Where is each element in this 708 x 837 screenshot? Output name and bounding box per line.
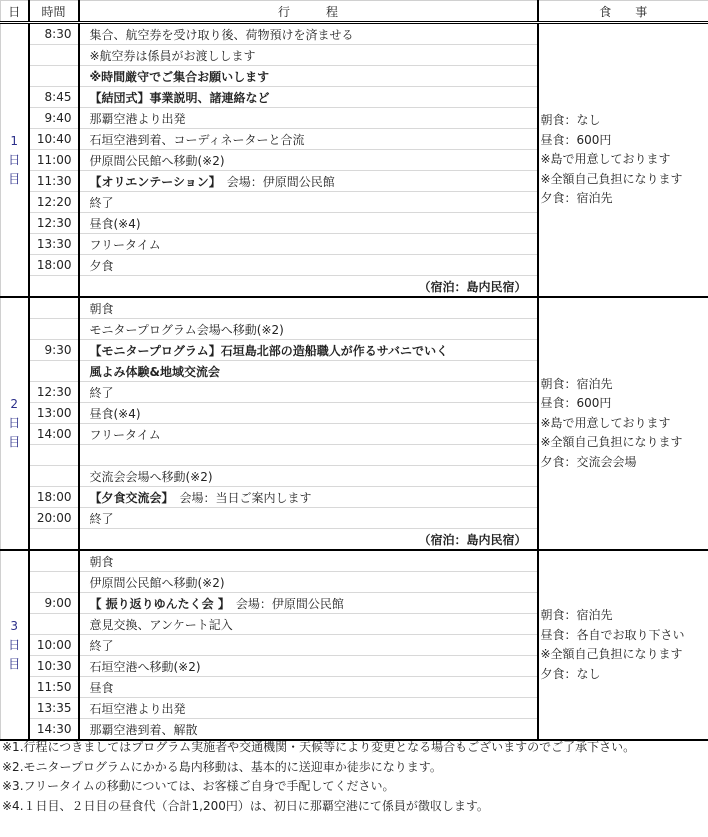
time-cell xyxy=(29,319,79,340)
day-label-char: 2 xyxy=(10,397,19,411)
meal-line: ※島で用意しております xyxy=(540,152,671,167)
plan-cell xyxy=(79,108,538,129)
day-label-char: 日 xyxy=(8,637,21,652)
plan-text: 交流会会場へ移動(※2) xyxy=(89,469,213,484)
time-cell: 12:30 xyxy=(29,382,79,403)
footnote-1: ※1.行程につきましてはプログラム実施者や交通機関・天候等により変更となる場合もございますのでご了承下さい。 xyxy=(2,740,636,754)
plan-text: 石垣空港到着、コーディネーターと合流 xyxy=(89,132,305,147)
plan-cell xyxy=(79,382,538,403)
header-plan: 行 程 xyxy=(79,1,538,23)
plan-cell xyxy=(79,340,538,361)
time-cell: 12:30 xyxy=(29,213,79,234)
header-day: 日 xyxy=(1,1,29,23)
plan-cell xyxy=(79,635,538,656)
time-cell: 13:35 xyxy=(29,698,79,719)
meal-line: 夕食：なし xyxy=(540,666,601,681)
time-cell xyxy=(29,466,79,487)
plan-text: 終了 xyxy=(89,511,114,526)
plan-cell xyxy=(79,593,538,614)
time-cell: 10:00 xyxy=(29,635,79,656)
schedule-row xyxy=(1,550,708,572)
plan-text: 会場：伊原間公民館 xyxy=(223,596,344,611)
time-cell: 14:00 xyxy=(29,424,79,445)
lodging-note: （宿泊：島内民宿） xyxy=(79,529,538,551)
plan-text: モニタープログラム会場へ移動(※2) xyxy=(89,322,284,337)
plan-text: 終了 xyxy=(89,195,114,210)
plan-text: 終了 xyxy=(89,638,114,653)
time-cell xyxy=(29,66,79,87)
plan-text: 夕食 xyxy=(89,258,114,273)
plan-event-title: 【夕食交流会】 xyxy=(89,490,168,505)
meal-cell xyxy=(538,23,708,298)
time-cell xyxy=(29,550,79,572)
plan-cell xyxy=(79,677,538,698)
plan-text: 風よみ体験&地域交流会 xyxy=(89,364,220,379)
plan-text: ※時間厳守でご集合お願いします xyxy=(89,69,270,84)
header-meal: 食 事 xyxy=(538,1,708,23)
day-label xyxy=(1,23,29,298)
plan-cell xyxy=(79,297,538,319)
plan-cell xyxy=(79,255,538,276)
time-cell: 9:40 xyxy=(29,108,79,129)
meal-line: 朝食：なし xyxy=(540,113,601,128)
day-label xyxy=(1,550,29,740)
plan-text: 集合、航空券を受け取り後、荷物預けを済ませる xyxy=(89,27,354,42)
plan-text: 朝食 xyxy=(89,554,114,569)
time-cell: 9:30 xyxy=(29,340,79,361)
plan-text: ※航空券は係員がお渡しします xyxy=(89,48,256,63)
plan-text: 会場：当日ご案内します xyxy=(167,490,312,505)
plan-cell xyxy=(79,403,538,424)
plan-text: 朝食 xyxy=(89,301,114,316)
plan-cell xyxy=(79,171,538,192)
plan-cell xyxy=(79,150,538,171)
meal-line: 朝食：宿泊先 xyxy=(540,608,613,622)
plan-cell xyxy=(79,487,538,508)
plan-text: フリータイム xyxy=(89,237,161,252)
time-cell xyxy=(29,529,79,551)
day-label-char: 日 xyxy=(8,152,21,167)
plan-text: 那覇空港より出発 xyxy=(89,111,186,126)
meal-line: ※島で用意しております xyxy=(540,415,671,430)
plan-cell xyxy=(79,129,538,150)
plan-cell xyxy=(79,361,538,382)
plan-text: フリータイム xyxy=(89,427,161,442)
plan-text: 【モニタープログラム】石垣島北部の造船職人が作るサバニでいく xyxy=(89,343,449,358)
plan-cell xyxy=(79,656,538,677)
header-row xyxy=(1,1,708,23)
plan-cell xyxy=(79,572,538,593)
time-cell: 11:50 xyxy=(29,677,79,698)
meal-line: 昼食：600円 xyxy=(540,396,612,411)
time-cell: 18:00 xyxy=(29,255,79,276)
time-cell xyxy=(29,45,79,66)
time-cell: 20:00 xyxy=(29,508,79,529)
plan-cell xyxy=(79,234,538,255)
time-cell: 11:00 xyxy=(29,150,79,171)
time-cell: 10:30 xyxy=(29,656,79,677)
plan-cell xyxy=(79,466,538,487)
meal-line: 夕食：宿泊先 xyxy=(540,191,613,206)
plan-text: 昼食(※4) xyxy=(89,406,141,421)
time-cell: 8:30 xyxy=(29,23,79,45)
meal-line: ※全額自己負担になります xyxy=(540,435,683,450)
plan-text: 伊原間公民館へ移動(※2) xyxy=(89,575,225,590)
schedule-row xyxy=(1,297,708,319)
meal-line: 昼食：600円 xyxy=(540,132,612,147)
header-time: 時間 xyxy=(29,1,79,23)
itinerary-body xyxy=(1,23,708,741)
plan-cell xyxy=(79,319,538,340)
plan-cell xyxy=(79,66,538,87)
footnote-4: ※4.１日目、２日目の昼食代（合計1,200円）は、初日に那覇空港にて係員が徴収します。 xyxy=(2,799,489,814)
footnotes xyxy=(2,738,635,817)
plan-text: 伊原間公民館へ移動(※2) xyxy=(89,153,225,168)
plan-text: 昼食(※4) xyxy=(89,216,141,231)
time-cell xyxy=(29,361,79,382)
time-cell xyxy=(29,572,79,593)
schedule-row xyxy=(1,23,708,45)
plan-cell xyxy=(79,614,538,635)
time-cell: 9:00 xyxy=(29,593,79,614)
day-label xyxy=(1,297,29,550)
day-label-char: 目 xyxy=(8,171,21,186)
plan-text: 会場：伊原間公民館 xyxy=(214,174,335,189)
plan-cell xyxy=(79,87,538,108)
time-cell: 10:40 xyxy=(29,129,79,150)
plan-text: 終了 xyxy=(89,385,114,400)
plan-cell xyxy=(79,213,538,234)
meal-line: 昼食：各自でお取り下さい xyxy=(540,627,685,642)
plan-text: 意見交換、アンケート記入 xyxy=(89,617,233,632)
lodging-note: （宿泊：島内民宿） xyxy=(79,276,538,298)
plan-cell xyxy=(79,508,538,529)
plan-text: 【結団式】事業説明、諸連絡など xyxy=(89,90,270,105)
time-cell xyxy=(29,276,79,298)
time-cell xyxy=(29,614,79,635)
time-cell xyxy=(29,297,79,319)
plan-text: 那覇空港到着、解散 xyxy=(89,722,198,737)
plan-cell xyxy=(79,192,538,213)
time-cell: 14:30 xyxy=(29,719,79,741)
time-cell: 12:20 xyxy=(29,192,79,213)
plan-event-title: 【オリエンテーション】 xyxy=(89,174,215,189)
plan-text: 石垣空港より出発 xyxy=(89,701,186,716)
time-cell: 13:30 xyxy=(29,234,79,255)
day-label-char: 目 xyxy=(8,435,21,449)
plan-text: 石垣空港へ移動(※2) xyxy=(89,659,201,674)
time-cell: 11:30 xyxy=(29,171,79,192)
meal-line: ※全額自己負担になります xyxy=(540,171,683,186)
time-cell: 13:00 xyxy=(29,403,79,424)
time-cell xyxy=(29,445,79,466)
plan-text: 昼食 xyxy=(89,680,114,695)
plan-event-title: 【 振り返りゆんたく会 】 xyxy=(89,596,224,611)
day-label-char: 1 xyxy=(10,133,19,148)
plan-cell xyxy=(79,23,538,45)
plan-cell xyxy=(79,550,538,572)
meal-line: 夕食：交流会会場 xyxy=(540,454,637,469)
day-label-char: 3 xyxy=(10,618,19,633)
meal-cell xyxy=(538,297,708,550)
meal-line: 朝食：宿泊先 xyxy=(540,376,613,391)
plan-cell xyxy=(79,424,538,445)
meal-cell xyxy=(538,550,708,740)
plan-cell xyxy=(79,698,538,719)
day-label-char: 日 xyxy=(8,416,21,430)
plan-cell xyxy=(79,45,538,66)
meal-line: ※全額自己負担になります xyxy=(540,647,683,661)
footnote-2: ※2.モニタープログラムにかかる島内移動は、基本的に送迎車か徒歩になります。 xyxy=(2,759,442,774)
plan-cell xyxy=(79,719,538,741)
time-cell: 18:00 xyxy=(29,487,79,508)
day-label-char: 目 xyxy=(8,656,21,671)
footnote-3: ※3.フリータイムの移動については、お客様ご自身で手配してください。 xyxy=(2,779,395,794)
plan-cell xyxy=(79,445,538,466)
time-cell: 8:45 xyxy=(29,87,79,108)
